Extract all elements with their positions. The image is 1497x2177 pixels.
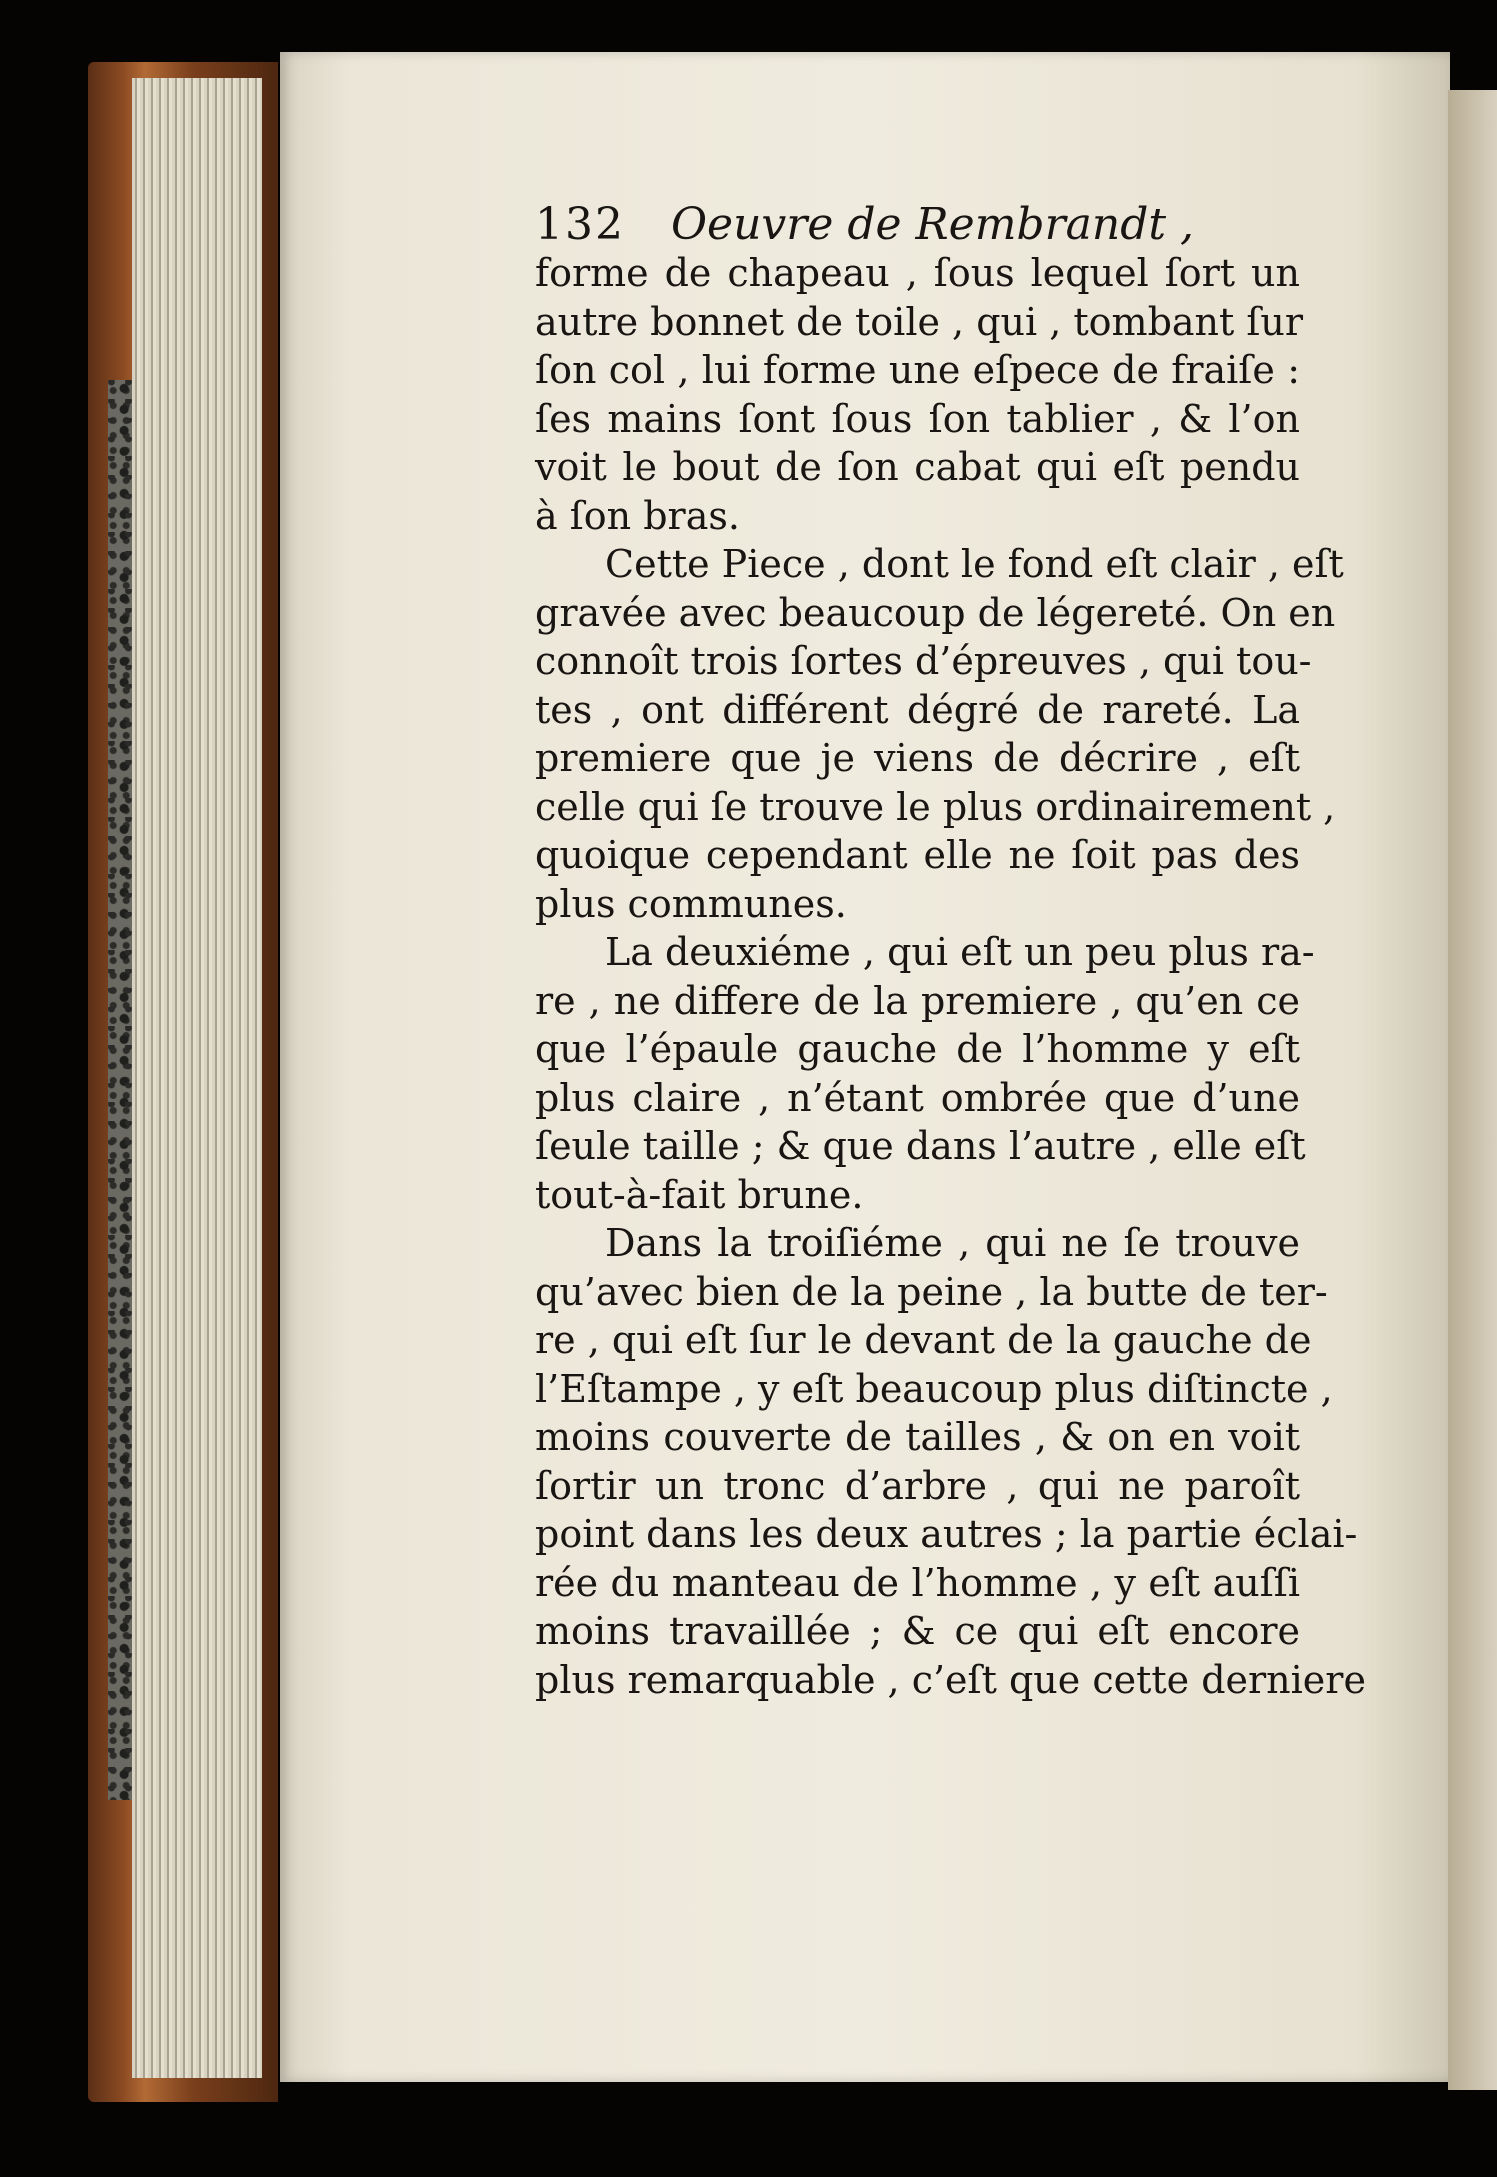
text-line: plus remarquable , c’eſt que cette derniere xyxy=(535,1657,1366,1702)
text-line: re , qui eſt ſur le devant de la gauche de xyxy=(535,1318,1312,1362)
text-line: ſortir un tronc d’arbre , qui ne paroît xyxy=(535,1463,1300,1508)
text-line: autre bonnet de toile , qui , tombant ſur xyxy=(535,299,1304,344)
facing-page-edge xyxy=(1448,90,1497,2090)
paragraph xyxy=(535,249,1304,540)
paragraph xyxy=(535,1219,1366,1704)
text-line: ſes mains ſont ſous ſon tablier , & l’on xyxy=(535,396,1300,441)
text-line: que l’épaule gauche de l’homme y eſt xyxy=(535,1027,1300,1071)
text-line: voit le bout de ſon cabat qui eſt pendu xyxy=(535,445,1300,489)
paragraph xyxy=(535,540,1344,928)
text-line: quoique cependant elle ne ſoit pas des xyxy=(535,833,1300,877)
text-line: moins travaillée ; & ce qui eſt encore xyxy=(535,1609,1300,1653)
text-line: point dans les deux autres ; la partie éclai- xyxy=(535,1512,1358,1556)
text-line: re , ne differe de la premiere , qu’en ce xyxy=(535,978,1300,1023)
text-line: ſeule taille ; & que dans l’autre , elle eſt xyxy=(535,1124,1306,1168)
text-line: La deuxiéme , qui eſt un peu plus ra- xyxy=(605,930,1315,974)
page-edges xyxy=(132,78,262,2078)
text-line: l’Eſtampe , y eſt beaucoup plus diſtincte , xyxy=(535,1366,1333,1411)
text-line: qu’avec bien de la peine , la butte de ter- xyxy=(535,1269,1328,1314)
text-line: tes , ont différent dégré de rareté. La xyxy=(535,687,1300,732)
text-line: premiere que je viens de décrire , eſt xyxy=(535,736,1300,780)
text-line: rée du manteau de l’homme , y eſt auſſi xyxy=(535,1560,1300,1605)
text-line: connoît trois ſortes d’épreuves , qui tou- xyxy=(535,639,1312,683)
text-line: à ſon bras. xyxy=(535,493,740,538)
running-title: Oeuvre de Rembrandt , xyxy=(670,199,1195,250)
text-line: moins couverte de tailles , & on en voit xyxy=(535,1415,1300,1459)
text-line: Cette Piece , dont le fond eſt clair , eſt xyxy=(605,542,1344,586)
text-line: tout-à-fait brune. xyxy=(535,1172,864,1217)
paragraph xyxy=(535,928,1315,1219)
text-line: Dans la troiſiéme , qui ne ſe trouve xyxy=(605,1221,1300,1265)
page-number: 132 xyxy=(535,199,625,250)
text-line: gravée avec beaucoup de légereté. On en xyxy=(535,590,1336,635)
running-header xyxy=(535,195,1300,255)
text-line: forme de chapeau , ſous lequel ſort un xyxy=(535,251,1300,295)
text-line: celle qui ſe trouve le plus ordinairement , xyxy=(535,784,1336,829)
text-line: plus communes. xyxy=(535,881,847,926)
page-text xyxy=(535,195,1366,1704)
text-line: ſon col , lui forme une eſpece de fraiſe : xyxy=(535,348,1300,392)
text-line: plus claire , n’étant ombrée que d’une xyxy=(535,1075,1300,1120)
